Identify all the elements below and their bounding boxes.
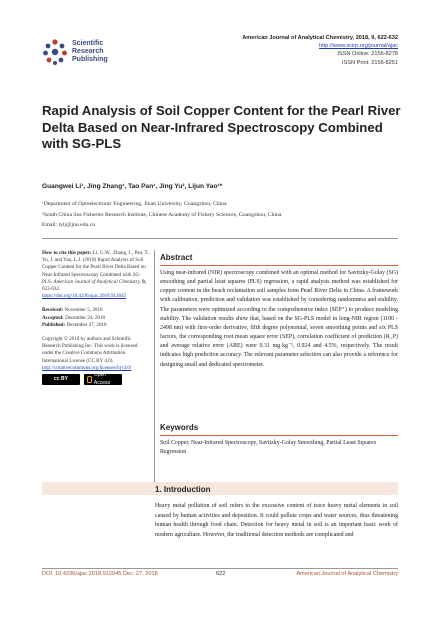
accepted-label: Accepted:	[42, 314, 64, 321]
issn-print: ISSN Print: 2156-8251	[342, 59, 398, 66]
email: Email: tylj@jnu.edu.cn	[42, 222, 96, 228]
affiliation-2: ²South China Sea Fisheries Research Institute, Chinese Academy of Fishery Sciences, Guangzhou, China	[42, 211, 282, 218]
cc-license-link[interactable]: http://creativecommons.org/licenses/by/4.0/	[42, 364, 132, 371]
cite-block	[42, 250, 150, 300]
copyright-text: Copyright © 2018 by authors and Scientific Research Publishing Inc. This work is licensed under the Creative Commons Attribution International License (CC BY 4.0).	[42, 336, 138, 364]
divider	[42, 238, 398, 239]
sidebar-info	[42, 250, 150, 392]
page-number: 622	[216, 571, 226, 577]
logo-text: Scientific Research Publishing	[72, 40, 108, 63]
cite-label: How to cite this paper:	[42, 250, 92, 256]
abstract-text: Using near-infrared (NIR) spectroscopy combined with an optimal method for Savitzky-Golay (SG) smoothing and partial least squares (PLS) regression, a rapid analysis method was established for copper content in the beach reclamation soil samples from Pearl River Delta in China. A framework with calibration, prediction and validation was established by considering randomness and stability. The parameters were optimized according to the comprehensive index (SEP⁺) to produce modeling stability. The validation results show that, based on the SG-PLS model in long-NIR region (1100 - 2498 nm) with first-order derivative, fifth degree polynomial, seven smoothing points and six PLS factors, the corresponding root mean square error (SEP), correlation coefficient of prediction (R_P) and average relative error (ARE) were 0.31 mg·kg⁻¹, 0.924 and 4.5%, respectively. The result indicates high prediction accuracy. The relevant parameter selection can also provide a reference for designing small and dedicated spectrometer.	[160, 270, 398, 368]
keywords-heading: Keywords	[160, 423, 199, 432]
badge-row	[42, 374, 150, 385]
publisher-logo	[42, 38, 132, 68]
published-date: December 27, 2018	[66, 321, 107, 328]
keywords-text: Soil Copper, Near-Infrared Spectroscopy, Savitzky-Golay Smoothing, Partial Least Squares Regression	[160, 440, 377, 456]
cite-pages: 622-632.	[42, 286, 61, 293]
cc-by-badge: cc BY	[42, 374, 80, 385]
footer-journal: American Journal of Analytical Chemistry	[296, 571, 398, 577]
affiliations	[42, 199, 281, 231]
intro-heading: 1. Introduction	[155, 485, 211, 494]
journal-meta	[242, 34, 398, 67]
keywords-rule	[160, 435, 398, 436]
dates-block	[42, 307, 150, 329]
copyright-block	[42, 336, 150, 385]
authors: Guangwei Li¹, Jing Zhang¹, Tao Pan¹, Jing Yu², Lijun Yao¹*	[42, 183, 223, 190]
abstract-rule	[160, 265, 398, 266]
issn-online: ISSN Online: 2156-8278	[337, 51, 398, 58]
section-band	[42, 482, 398, 495]
journal-url-link[interactable]: http://www.scirp.org/journal/ajac	[319, 43, 398, 50]
column-divider	[154, 250, 155, 482]
open-lock-icon	[87, 376, 92, 383]
paper-title: Rapid Analysis of Soil Copper Content for the Pearl River Delta Based on Near-Infrared Spectroscopy Combined with SG-PLS	[42, 103, 401, 152]
abstract-heading: Abstract	[160, 253, 193, 262]
affiliation-1: ¹Department of Optoelectronic Engineering, Jinan University, Guangzhou, China	[42, 201, 227, 207]
cite-text: Li, G.W., Zhang, J., Pan, T., Yu, J. and Yao, L.J. (2018) Rapid Analysis of Soil Copper Content for the Pearl River Delta Based on Near-Infrared Spectroscopy Combined with SG-PLS.	[42, 250, 150, 285]
accepted-date: December 24, 2018	[65, 314, 106, 321]
published-label: Published:	[42, 321, 66, 328]
footer-doi: DOI: 10.4236/ajac.2018.912045 Dec. 27, 2018	[42, 571, 158, 577]
journal-citation: American Journal of Analytical Chemistry, 2018, 9, 622-632	[242, 35, 398, 41]
received-date: November 5, 2018	[64, 307, 103, 314]
open-access-label: Open Access	[93, 372, 110, 386]
cite-volume: 9,	[142, 278, 146, 285]
intro-text: Heavy metal pollution of soil refers to the excessive content of trace heavy metal elements in soil caused by human activities and deposition. It could pollute crops and water sources, thus threatening human health through food chain. Detection for heavy metal in soil is an important basic work of modern agriculture. However, the traditional detection methods are complicated and	[155, 503, 398, 538]
open-access-badge	[84, 374, 122, 385]
footer-rule	[42, 568, 398, 569]
doi-link[interactable]: https://doi.org/10.4236/ajac.2018.912045	[42, 293, 127, 300]
received-label: Received:	[42, 307, 64, 314]
cite-journal: American Journal of Analytical Chemistry,	[53, 278, 141, 285]
scirp-logo-icon	[42, 38, 68, 66]
